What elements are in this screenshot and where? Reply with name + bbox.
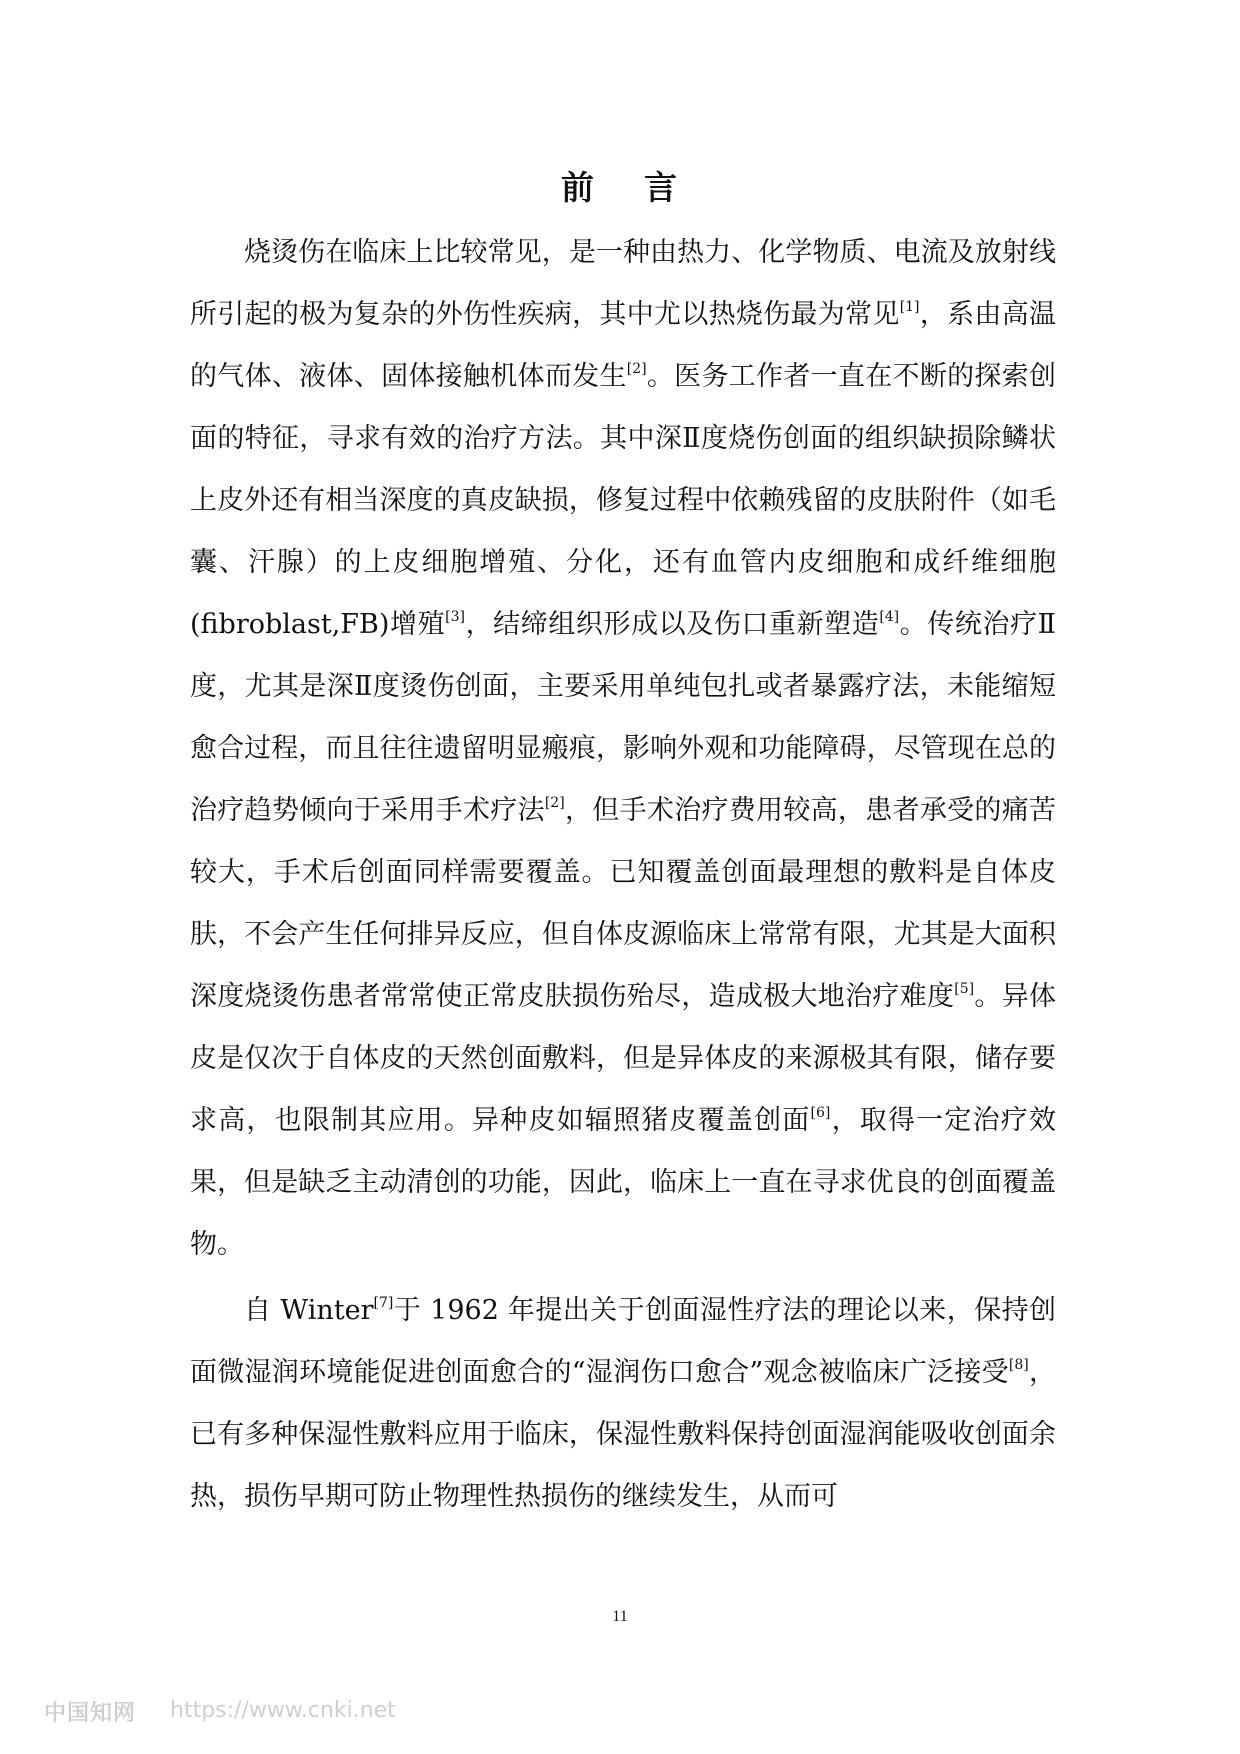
paragraph-text: ，结缔组织形成以及伤口重新塑造 xyxy=(465,609,880,640)
body-text xyxy=(190,222,1056,1528)
citation-ref: [1] xyxy=(899,299,920,315)
citation-ref: [2] xyxy=(626,361,647,377)
title-char-1: 前 xyxy=(561,168,596,207)
paragraph-text: ，已有多种保湿性敷料应用于临床，保湿性敷料保持创面湿润能吸收创面余热，损伤早期可防止物理性热损伤的继续发生，从而可 xyxy=(190,1357,1057,1512)
citation-ref: [3] xyxy=(445,609,465,625)
paragraph-text: 。异体皮是仅次于自体皮的天然创面敷料，但是异体皮的来源极其有限，储存要求高，也限制其应用。异种皮如辐照猪皮覆盖创面 xyxy=(190,981,1057,1136)
paragraph-text: 自 Winter xyxy=(244,1295,374,1326)
paragraph xyxy=(190,222,1056,1276)
paragraph-text: 烧烫伤在临床上比较常见，是一种由热力、化学物质、电流及放射线所引起的极为复杂的外伤性疾病，其中尤以热烧伤最为常见 xyxy=(190,237,1056,330)
page-number: 11 xyxy=(612,1608,628,1625)
citation-ref: [6] xyxy=(810,1105,831,1121)
paragraph-text: 。传统治疗Ⅱ度，尤其是深Ⅱ度烫伤创面，主要采用单纯包扎或者暴露疗法，未能缩短愈合过程，而且往往遗留明显瘢痕，影响外观和功能障碍，尽管现在总的治疗趋势倾向于采用手术疗法 xyxy=(190,609,1056,826)
citation-ref: [7] xyxy=(373,1295,394,1311)
citation-ref: [5] xyxy=(954,981,975,997)
paragraph-text: 。医务工作者一直在不断的探索创面的特征，寻求有效的治疗方法。其中深Ⅱ度烧伤创面的组织缺损除鳞状上皮外还有相当深度的真皮缺损，修复过程中依赖残留的皮肤附件（如毛囊、汗腺）的上皮细胞增殖、分化，还有血管内皮细胞和成纤维细胞(fibroblast,FB)增殖 xyxy=(190,361,1057,640)
paragraph xyxy=(190,1280,1056,1528)
cnki-watermark-logo: 中国知网 xyxy=(44,1701,137,1726)
paragraph-text: ，但手术治疗费用较高，患者承受的痛苦较大，手术后创面同样需要覆盖。已知覆盖创面最理想的敷料是自体皮肤，不会产生任何排异反应，但自体皮源临床上常常有限，尤其是大面积深度烧烫伤患者常常使正常皮肤损伤殆尽，造成极大地治疗难度 xyxy=(190,795,1057,1012)
page-title xyxy=(0,162,1240,209)
paragraph-text: 于 1962 年提出关于创面湿性疗法的理论以来，保持创面微湿润环境能促进创面愈合的“湿润伤口愈合”观念被临床广泛接受 xyxy=(190,1295,1056,1388)
paragraph-text: ，系由高温的气体、液体、固体接触机体而发生 xyxy=(190,299,1057,392)
cnki-watermark-url: https://www.cnki.net xyxy=(170,1698,396,1723)
citation-ref: [2] xyxy=(544,795,565,811)
citation-ref: [4] xyxy=(879,609,900,625)
citation-ref: [8] xyxy=(1008,1357,1029,1373)
paragraph-text: ，取得一定治疗效果，但是缺乏主动清创的功能，因此，临床上一直在寻求优良的创面覆盖物。 xyxy=(190,1105,1057,1260)
title-char-2: 言 xyxy=(644,168,679,207)
